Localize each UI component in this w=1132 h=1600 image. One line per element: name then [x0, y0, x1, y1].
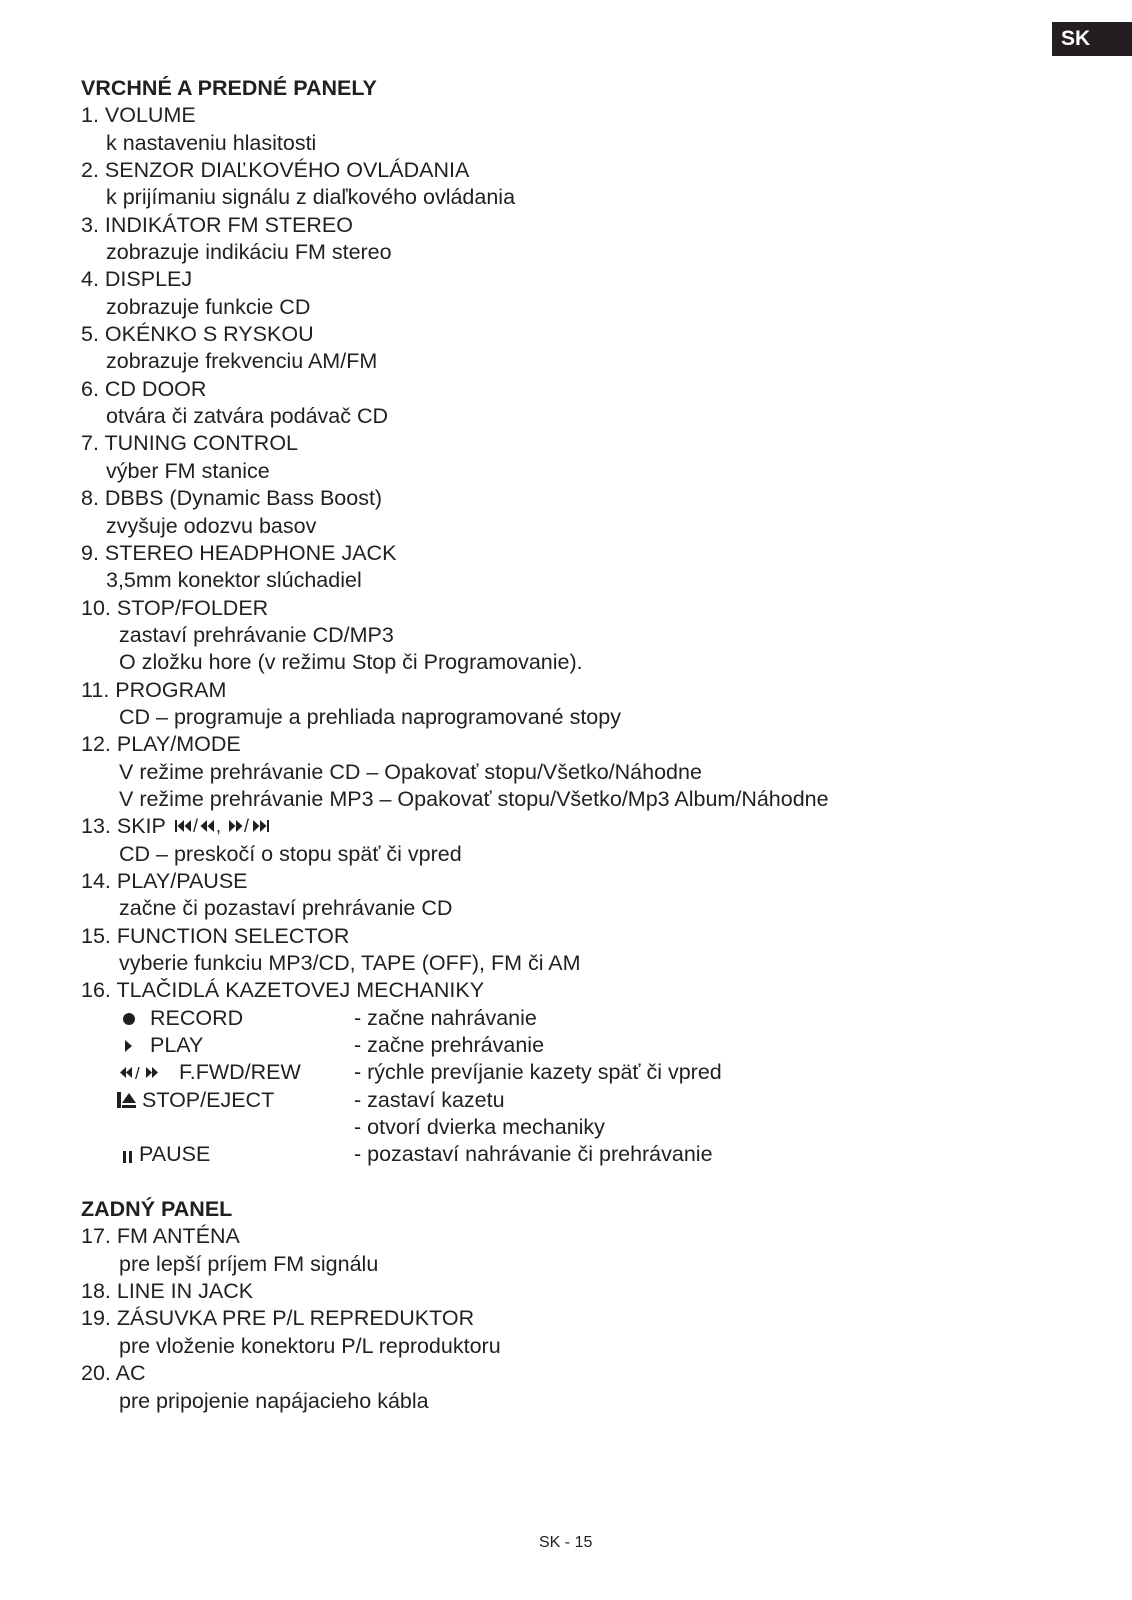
item-1-title: 1. VOLUME — [81, 103, 196, 128]
item-2-title: 2. SENZOR DIAĽKOVÉHO OVLÁDANIA — [81, 158, 470, 183]
item-4-desc: zobrazuje funkcie CD — [106, 294, 311, 319]
cassette-pause-row — [81, 1141, 829, 1168]
cassette-record-row — [81, 1005, 829, 1032]
stop-eject-icon — [117, 1092, 137, 1109]
cassette-ffrew-row — [81, 1059, 829, 1086]
section-gap — [81, 1169, 829, 1196]
page-number: SK - 15 — [539, 1534, 593, 1551]
svg-text:/: / — [244, 817, 250, 836]
item-18-title: 18. LINE IN JACK — [81, 1279, 254, 1304]
item-11-title: 11. PROGRAM — [81, 677, 227, 702]
cassette-ffrew-label: F.FWD/REW — [179, 1060, 301, 1085]
item-11-desc: CD – programuje a prehliada naprogramované stopy — [119, 704, 621, 729]
cassette-stop-label: STOP/EJECT — [142, 1087, 275, 1112]
cassette-stop-row-2 — [81, 1114, 829, 1141]
item-20-title: 20. AC — [81, 1361, 146, 1386]
fast-forward-icon — [229, 820, 243, 832]
item-13-title-row — [81, 813, 829, 840]
item-14-title: 14. PLAY/PAUSE — [81, 868, 248, 893]
item-19-desc: pre vloženie konektoru P/L reproduktoru — [119, 1333, 501, 1358]
item-12-desc2: V režime prehrávanie MP3 – Opakovať stopu/Všetko/Mp3 Album/Náhodne — [119, 786, 829, 811]
cassette-play-label: PLAY — [150, 1033, 204, 1058]
item-6-desc: otvára či zatvára podávač CD — [106, 404, 389, 429]
item-4-title: 4. DISPLEJ — [81, 267, 193, 292]
cassette-pause-desc: - pozastaví nahrávanie či prehrávanie — [354, 1142, 713, 1167]
language-tab: SK — [1052, 22, 1132, 56]
section-title-top-front: VRCHNÉ A PREDNÉ PANELY — [81, 76, 377, 100]
item-10-desc2: O zložku hore (v režimu Stop či Programovanie). — [119, 650, 583, 675]
item-19-title: 19. ZÁSUVKA PRE P/L REPREDUKTOR — [81, 1306, 475, 1331]
item-9-desc: 3,5mm konektor slúchadiel — [106, 568, 362, 593]
pause-icon — [123, 1151, 133, 1163]
item-10-desc: zastaví prehrávanie CD/MP3 — [119, 622, 394, 647]
skip-back-icon — [175, 820, 191, 832]
cassette-play-desc: - začne prehrávanie — [354, 1033, 545, 1058]
item-12-desc: V režime prehrávanie CD – Opakovať stopu/Všetko/Náhodne — [119, 759, 702, 784]
cassette-play-row — [81, 1032, 829, 1059]
item-10-title: 10. STOP/FOLDER — [81, 595, 269, 620]
item-20-desc: pre pripojenie napájacieho kábla — [119, 1388, 429, 1413]
item-2-desc: k prijímaniu signálu z diaľkového ovládania — [106, 185, 516, 210]
rewind-icon — [201, 820, 215, 832]
section-title-rear: ZADNÝ PANEL — [81, 1197, 233, 1222]
item-17-desc: pre lepší príjem FM signálu — [119, 1251, 379, 1276]
cassette-stop-row — [81, 1087, 829, 1114]
item-3-title: 3. INDIKÁTOR FM STEREO — [81, 212, 353, 237]
svg-text:,: , — [216, 817, 222, 836]
item-3-desc: zobrazuje indikáciu FM stereo — [106, 240, 392, 265]
item-8-title: 8. DBBS (Dynamic Bass Boost) — [81, 486, 383, 511]
svg-text:/: / — [193, 817, 199, 836]
item-13-desc: CD – preskočí o stopu späť či vpred — [119, 841, 462, 866]
skip-icons — [174, 817, 274, 835]
item-15-desc: vyberie funkciu MP3/CD, TAPE (OFF), FM či AM — [119, 951, 581, 975]
play-triangle-icon — [125, 1040, 133, 1052]
item-15-title: 15. FUNCTION SELECTOR — [81, 923, 350, 948]
cassette-stop-desc: - zastaví kazetu — [354, 1087, 505, 1112]
item-9-title: 9. STEREO HEADPHONE JACK — [81, 540, 397, 565]
cassette-record-desc: - začne nahrávanie — [354, 1005, 537, 1030]
cassette-record-label: RECORD — [150, 1005, 244, 1030]
record-dot-icon — [122, 1012, 136, 1026]
item-1-desc: k nastaveniu hlasitosti — [106, 130, 317, 155]
item-5-desc: zobrazuje frekvenciu AM/FM — [106, 349, 378, 374]
item-14-desc: začne či pozastaví prehrávanie CD — [119, 896, 453, 921]
item-17-title: 17. FM ANTÉNA — [81, 1224, 240, 1249]
item-7-title: 7. TUNING CONTROL — [81, 431, 299, 456]
item-5-title: 5. OKÉNKO S RYSKOU — [81, 322, 314, 347]
item-8-desc: zvyšuje odozvu basov — [106, 513, 317, 538]
item-13-title: 13. SKIP — [81, 814, 166, 839]
item-12-title: 12. PLAY/MODE — [81, 732, 241, 757]
item-6-title: 6. CD DOOR — [81, 376, 207, 401]
skip-forward-icon — [253, 820, 269, 832]
cassette-stop-desc2: - otvorí dvierka mechaniky — [354, 1115, 605, 1140]
rewind-forward-icon — [118, 1065, 178, 1081]
item-16-title: 16. TLAČIDLÁ KAZETOVEJ MECHANIKY — [81, 978, 485, 1003]
cassette-pause-label: PAUSE — [139, 1142, 211, 1167]
item-7-desc: výber FM stanice — [106, 458, 270, 483]
cassette-ffrew-desc: - rýchle prevíjanie kazety späť či vpred — [354, 1060, 722, 1085]
svg-text:/: / — [135, 1065, 140, 1082]
manual-content — [81, 75, 829, 1415]
